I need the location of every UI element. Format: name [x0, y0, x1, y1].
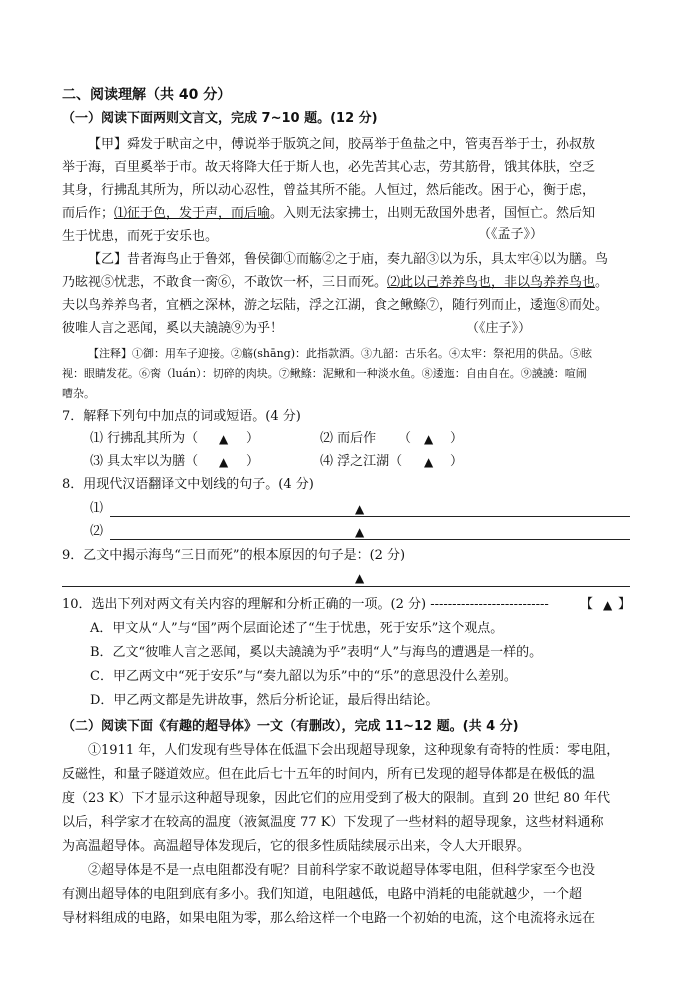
- q7-item-2: ⑵ 而后作: [320, 431, 377, 446]
- jia-line-4-a: 而后作；: [62, 206, 115, 221]
- jia-source: （《孟子》）: [478, 227, 544, 242]
- q7-item-1-label: ⑴ 行拂乱其所为（: [90, 431, 199, 446]
- jia-line-4: [62, 205, 595, 223]
- q10-option-c: C．甲乙两文中“死于安乐”与“奏九韶以为乐”中的“乐”的意思没什么差别。: [90, 669, 517, 684]
- part2-p1-line-1: ①1911 年，人们发现有些导体在低温下会出现超导现象，这种现象有奇特的性质：零电阻，: [88, 743, 620, 758]
- q8-blank-2-number: ⑵: [90, 524, 104, 539]
- notes-line-1: 【注释】①御：用车子迎接。②觞(shāng)：此指款酒。③九韶：古乐名。④太牢：祭祀用的供品。⑤眩: [88, 347, 592, 360]
- q7-item-3-answer-mark[interactable]: ▲: [219, 455, 229, 469]
- q10-option-b: B．乙文“彼唯人言之恶闻，奚以夫譊譊为乎”表明“人”与海鸟的遭遇是一样的。: [90, 645, 543, 660]
- notes-line-2: 视：眼睛发花。⑥脔（luán）：切碎的肉块。⑦鳅鲦：泥鳅和一种淡水鱼。⑧逶迤：自由自在。⑨譊譊：喧闹: [62, 367, 587, 380]
- q8-answer-line-1[interactable]: [110, 516, 630, 517]
- q7-item-1-answer-mark[interactable]: ▲: [219, 432, 229, 446]
- q10-answer-mark[interactable]: ▲: [603, 598, 613, 612]
- section-title: 二、阅读理解（共 40 分）: [62, 87, 232, 103]
- yi-line-2-a: 乃眩视⑤忧悲，不敢食一脔⑥，不敢饮一杯，三日而死。: [62, 275, 388, 290]
- q7-item-4: ⑷ 浮之江湖（: [320, 454, 403, 469]
- yi-line-3: 夫以鸟养养鸟者，宜栖之深林，游之坛陆，浮之江湖，食之鳅鲦⑦，随行列而止，逶迤⑧而处。: [62, 298, 609, 313]
- jia-line-1: 【甲】舜发于畎亩之中，傅说举于版筑之间，胶鬲举于鱼盐之中，管夷吾举于士，孙叔敖: [88, 137, 596, 152]
- yi-line-2-b: 。: [595, 275, 609, 290]
- q10-bracket-right: 】: [618, 597, 632, 612]
- jia-underlined-sentence: ⑴征于色，发于声，而后喻: [114, 206, 271, 221]
- yi-line-1: 【乙】昔者海鸟止于鲁郊，鲁侯御①而觞②之于庙，奏九韶③以为乐，具太牢④以为膳。鸟: [88, 252, 609, 267]
- q10-stem: 10．选出下列对两文有关内容的理解和分析正确的一项。(2 分) ---------------------------: [62, 597, 549, 612]
- q7-item-3-rparen: ）: [246, 454, 260, 469]
- q7-item-4-answer-mark[interactable]: ▲: [424, 455, 434, 469]
- q10-bracket-left: 【: [580, 597, 594, 612]
- q9-blank-mark: ▲: [355, 571, 365, 585]
- part2-p1-line-3: 度（23 K）下才显示这种超导现象，因此它们的应用受到了极大的限制。直到 20 世纪 80 年代: [62, 791, 610, 806]
- part2-p2-line-1: ②超导体是不是一点电阻都没有呢？目前科学家不敢说超导体零电阻，但科学家至今也没: [88, 863, 596, 878]
- yi-line-2: [62, 274, 608, 292]
- part2-p1-line-5: 为高温超导体。高温超导体发现后，它的很多性质陆续展示出来，令人大开眼界。: [62, 839, 531, 854]
- q8-stem: 8．用现代汉语翻译文中划线的句子。(4 分): [62, 477, 314, 492]
- jia-line-3: 其身，行拂乱其所为，所以动心忍性，曾益其所不能。人恒过，然后能改。困于心，衡于虑，: [62, 183, 596, 198]
- q8-blank-2-mark: ▲: [355, 525, 365, 539]
- part2-title: （二）阅读下面《有趣的超导体》一文（有删改），完成 11~12 题。(共 4 分): [62, 719, 519, 734]
- jia-line-4-b: 。入则无法家拂士，出则无敌国外患者，国恒亡。然后知: [270, 206, 596, 221]
- part2-p1-line-4: 以后，科学家才在较高的温度（液氮温度 77 K）下发现了一些材料的超导现象，这些材料通称: [62, 815, 604, 830]
- q7-item-4-rparen: ）: [450, 454, 464, 469]
- q10-option-d: D．甲乙两文都是先讲故事，然后分析论证，最后得出结论。: [90, 693, 439, 708]
- q7-item-3: ⑶ 具太牢以为膳（: [90, 454, 199, 469]
- jia-line-2: 举于海，百里奚举于市。故天将降大任于斯人也，必先苦其心志，劳其筋骨，饿其体肤，空乏: [62, 160, 596, 175]
- q7-item-2-rparen: ）: [450, 431, 464, 446]
- yi-underlined-sentence: ⑵此以己养养鸟也，非以鸟养养鸟也: [387, 275, 596, 290]
- q9-answer-line[interactable]: [62, 586, 630, 587]
- notes-line-3: 嘈杂。: [62, 387, 95, 400]
- q7-stem: 7．解释下列句中加点的词或短语。(4 分): [62, 409, 301, 424]
- q9-stem: 9．乙文中揭示海鸟“三日而死”的根本原因的句子是：(2 分): [62, 548, 406, 563]
- part2-p2-line-2: 有测出超导体的电阻到底有多小。我们知道，电阻越低，电路中消耗的电能就越少，一个超: [62, 887, 583, 902]
- jia-line-5: 生于忧患，而死于安乐也。: [62, 229, 219, 244]
- q8-blank-1-number: ⑴: [90, 501, 104, 516]
- part2-p2-line-3: 导材料组成的电路，如果电阻为零，那么给这样一个电路一个初始的电流，这个电流将永远在: [62, 911, 596, 926]
- q7-item-2-lparen: （: [398, 431, 412, 446]
- yi-line-4: 彼唯人言之恶闻，奚以夫譊譊⑨为乎！: [62, 321, 284, 336]
- yi-source: （《庄子》）: [466, 321, 532, 336]
- part1-title: （一）阅读下面两则文言文，完成 7~10 题。(12 分): [62, 111, 378, 126]
- q10-option-a: A．甲文从“人”与“国”两个层面论述了“生于忧患，死于安乐”这个观点。: [90, 621, 504, 636]
- q7-item-2-answer-mark[interactable]: ▲: [424, 432, 434, 446]
- q8-answer-line-2[interactable]: [110, 539, 630, 540]
- q8-blank-1-mark: ▲: [355, 502, 365, 516]
- q7-item-1-rparen: ）: [246, 431, 260, 446]
- q7-item-1: [90, 430, 198, 448]
- part2-p1-line-2: 反磁性，和量子隧道效应。但在此后七十五年的时间内，所有已发现的超导体都是在极低的温: [62, 767, 596, 782]
